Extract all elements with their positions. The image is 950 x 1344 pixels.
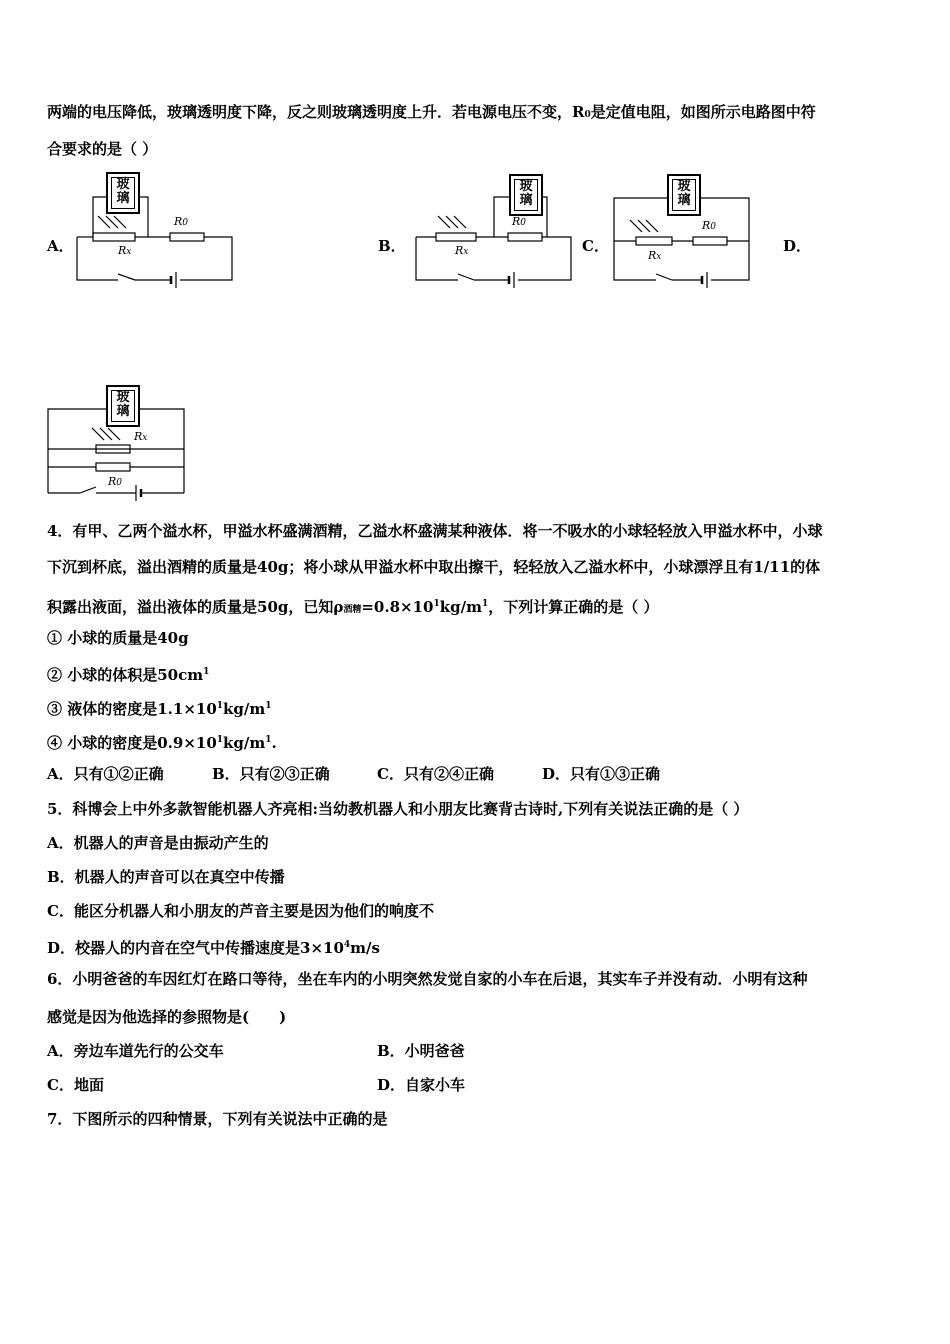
r0-label: R0: [702, 219, 717, 232]
q5-option-b: B．机器人的声音可以在真空中传播: [47, 868, 285, 886]
r0-label: R0: [174, 215, 189, 228]
q4-statement-4: ④ 小球的密度是$0.9\times 10^1kg/m^1$.: [47, 734, 277, 752]
q4-statement-3: ③ 液体的密度是$1.1\times 10^1kg/m^1$: [47, 700, 272, 718]
q4-statement-1: ① 小球的质量是40g: [47, 629, 189, 647]
q5-option-c: C．能区分机器人和小朋友的芦音主要是因为他们的响度不: [47, 902, 434, 920]
q6-option-c: C．地面: [47, 1076, 104, 1094]
rx-label: Rx: [648, 249, 662, 262]
q3-option-b-label: B．: [378, 237, 406, 255]
q3-stem-line2: 合要求的是（ ）: [47, 140, 158, 158]
q6-stem-line1: 6．小明爸爸的车因红灯在路口等待，坐在车内的小明突然发觉自家的小车在后退，其实车子并没有动．小明有这种: [47, 970, 808, 988]
q4-statement-2: ② 小球的体积是$50cm^1$: [47, 666, 210, 684]
rx-label: Rx: [118, 244, 132, 257]
r0-label: R0: [512, 215, 527, 228]
glass-icon: 玻 璃: [667, 174, 701, 216]
q3-option-a-label: A．: [47, 237, 74, 255]
glass-icon: 玻 璃: [106, 385, 140, 427]
q3-stem-line1: 两端的电压降低，玻璃透明度下降，反之则玻璃透明度上升．若电源电压不变，R0是定值电阻，如图所示电路图中符: [47, 103, 816, 121]
q4-option-d: D．只有①③正确: [542, 765, 661, 783]
q6-option-b: B．小明爸爸: [377, 1042, 465, 1060]
rx-label: Rx: [455, 244, 469, 257]
q3-option-c-label: C．: [582, 237, 609, 255]
r0-label: R0: [108, 475, 123, 488]
q4-stem-line2: 下沉到杯底，溢出酒精的质量是40g；将小球从甲溢水杯中取出擦干，轻轻放入乙溢水杯中，小球漂浮且有1/11的体: [47, 558, 821, 576]
q3-option-d-label: D．: [783, 237, 812, 255]
glass-icon: 玻 璃: [106, 172, 140, 214]
q6-option-d: D．自家小车: [377, 1076, 466, 1094]
q4-stem-line1: 4．有甲、乙两个溢水杯，甲溢水杯盛满酒精，乙溢水杯盛满某种液体．将一不吸水的小球轻轻放入甲溢水杯中，小球: [47, 522, 823, 540]
q4-option-c: C．只有②④正确: [377, 765, 494, 783]
q5-stem: 5．科博会上中外多款智能机器人齐亮相:当幼教机器人和小朋友比赛背古诗时,下列有关说法正确的是（ ）: [47, 800, 749, 818]
glass-icon: 玻 璃: [509, 174, 543, 216]
q5-option-d: D．校器人的内音在空气中传播速度是$3\times 10^4m/s$: [47, 939, 380, 957]
q6-stem-line2: 感觉是因为他选择的参照物是( ): [47, 1008, 287, 1026]
q7-stem: 7．下图所示的四种情景，下列有关说法中正确的是: [47, 1110, 388, 1128]
q4-option-a: A．只有①②正确: [47, 765, 164, 783]
q4-stem-line3: 积露出液面，溢出液体的质量是50g，已知ρ酒精$=0.8\times 10^1kg/m^1$，下列计算正确的是（ ）: [47, 598, 659, 616]
rx-label: Rx: [134, 430, 148, 443]
q5-option-a: A．机器人的声音是由振动产生的: [47, 834, 269, 852]
q6-option-a: A．旁边车道先行的公交车: [47, 1042, 224, 1060]
q4-option-b: B．只有②③正确: [212, 765, 330, 783]
